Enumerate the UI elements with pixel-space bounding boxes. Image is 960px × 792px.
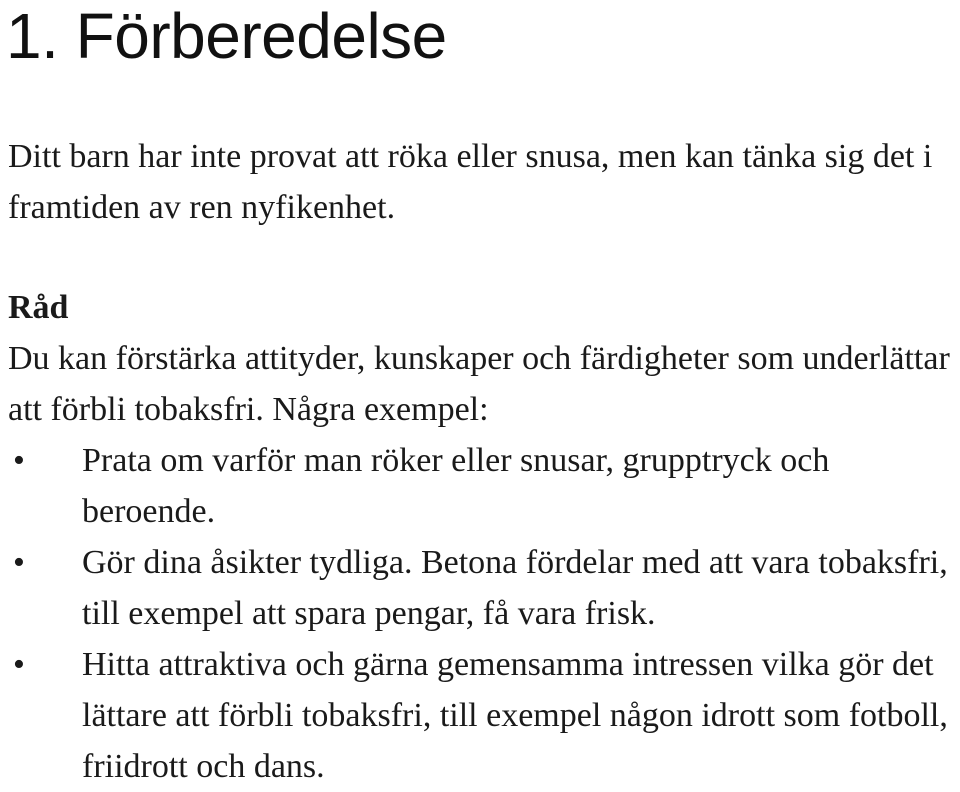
advice-list [8, 435, 953, 792]
bullet-icon: • [13, 442, 25, 479]
list-item-text: Gör dina åsikter tydliga. Betona fördelar med att vara tobaksfri, till exempel att spara pengar, få vara frisk. [82, 544, 948, 632]
advice-paragraph: Du kan förstärka attityder, kunskaper och färdigheter som underlättar att förbli tobaksfri. Några exempel: [8, 340, 950, 428]
list-item [8, 435, 953, 537]
list-item-text: Prata om varför man röker eller snusar, grupptryck och beroende. [82, 442, 830, 530]
intro-paragraph: Ditt barn har inte provat att röka eller snusa, men kan tänka sig det i framtiden av ren nyfikenhet. [8, 138, 933, 226]
list-item [8, 639, 953, 792]
bullet-icon: • [13, 544, 25, 581]
advice-section [8, 282, 953, 792]
bullet-icon: • [13, 646, 25, 683]
list-item [8, 537, 953, 639]
section-heading: 1. Förberedelse [6, 0, 447, 72]
list-item-text: Hitta attraktiva och gärna gemensamma intressen vilka gör det lättare att förbli tobaksfri, till exempel någon idrott som fotboll, friidrott och dans. [82, 646, 948, 785]
advice-title: Råd [8, 289, 69, 326]
